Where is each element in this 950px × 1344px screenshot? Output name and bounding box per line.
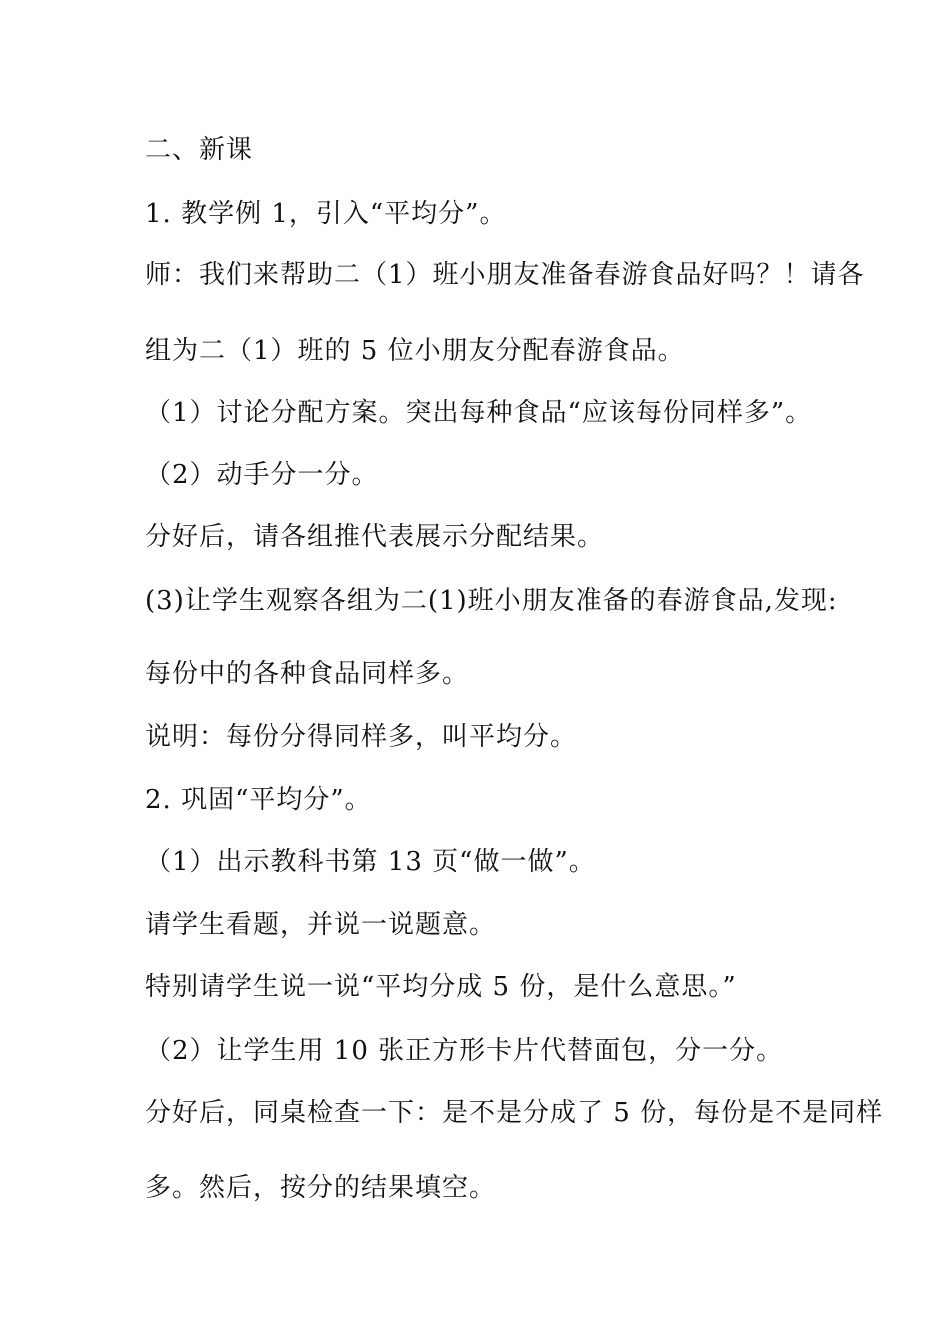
subsection-heading: 2. 巩固“平均分”。 — [145, 785, 372, 815]
paragraph-line: 分好后，同桌检查一下：是不是分成了 5 份，每份是不是同样 — [145, 1098, 884, 1128]
list-item: (3)让学生观察各组为二(1)班小朋友准备的春游食品,发现: — [145, 586, 838, 616]
paragraph-line: 分好后，请各组推代表展示分配结果。 — [145, 522, 605, 552]
subsection-heading: 1. 教学例 1，引入“平均分”。 — [145, 199, 507, 229]
paragraph-line: 说明：每份分得同样多，叫平均分。 — [145, 722, 578, 752]
list-item: （2）让学生用 10 张正方形卡片代替面包，分一分。 — [145, 1036, 784, 1066]
paragraph-line: 组为二（1）班的 5 位小朋友分配春游食品。 — [145, 336, 685, 366]
paragraph-line: 师：我们来帮助二（1）班小朋友准备春游食品好吗？！请各 — [145, 260, 865, 290]
list-item: （2）动手分一分。 — [145, 460, 379, 490]
paragraph-line: 每份中的各种食品同样多。 — [145, 659, 470, 689]
paragraph-line: 多。然后，按分的结果填空。 — [145, 1173, 497, 1203]
paragraph-line: 特别请学生说一说“平均分成 5 份，是什么意思。” — [145, 972, 737, 1002]
list-item: （1）讨论分配方案。突出每种食品“应该每份同样多”。 — [145, 398, 813, 428]
paragraph-line: 请学生看题，并说一说题意。 — [145, 910, 497, 940]
section-heading: 二、新课 — [145, 135, 254, 165]
list-item: （1）出示教科书第 13 页“做一做”。 — [145, 847, 596, 877]
